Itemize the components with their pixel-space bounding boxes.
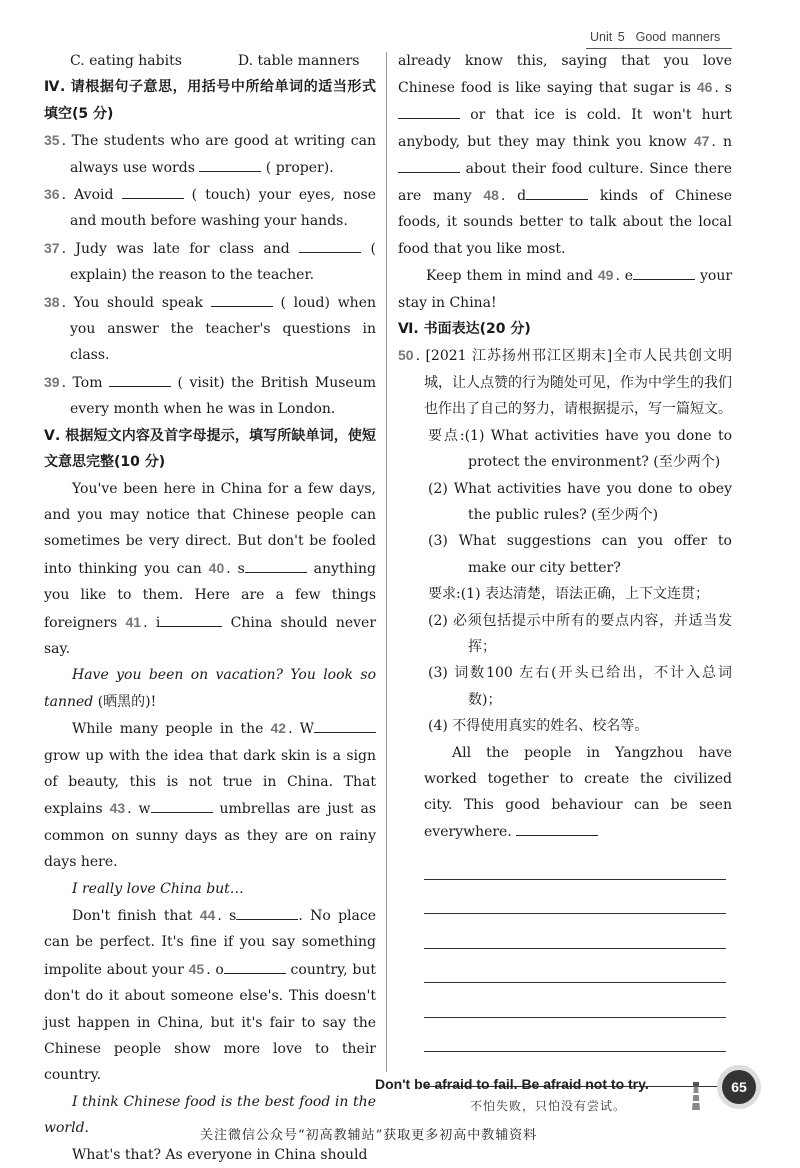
passage-subheading-2: I really love China but… [72, 880, 244, 897]
option-c: C. eating habits [70, 53, 182, 69]
unit-number: Unit 5 [590, 30, 625, 44]
question-35: 35 . The students who are good at writing can always use words ( proper). [44, 132, 376, 176]
question-36: 36 . Avoid ( touch) your eyes, nose and mouth before washing your hands. [44, 181, 376, 235]
passage-paragraph-2: While many people in the 42 . W grow up with the idea that dark skin is a sign of beauty, this is not true in China. That explains 43 . w umbrellas are just as common on sunny days as they are on rainy days here. [44, 715, 376, 875]
requirement-1: 要求:(1) 表达清楚，语法正确，上下文连贯； [428, 586, 709, 603]
passage-paragraph-6: Keep them in mind and 49 . e your stay in China! [398, 262, 732, 316]
passage-paragraph-3: Don't finish that 44 . s . No place can be perfect. It's fine if you say something impolite about your 45 . o country, but don't do it about someone else's. This doesn't just happen in China, but it's fair to say the Chinese people show more love to their country. [44, 902, 376, 1089]
question-50-prompt: 50 . [2021 江苏扬州邗江区期末]全市人民共创文明城，让人点赞的行为随处可见，作为中学生的我们也作出了自己的努力，请根据提示，写一篇短文。 [398, 347, 732, 418]
requirement-4: (4) 不得使用真实的姓名、校名等。 [428, 718, 649, 735]
question-39: 39 . Tom ( visit) the British Museum every month when he was in London. [44, 369, 376, 423]
answer-blank[interactable] [633, 263, 695, 280]
section-4-title: Ⅳ. 请根据句子意思，用括号中所给单词的适当形式填空(5 分) [44, 79, 376, 122]
answer-blank[interactable] [526, 183, 588, 200]
answer-blank[interactable] [299, 236, 361, 253]
passage-subheading-3: I think Chinese food is the best food in the world. [44, 1093, 376, 1137]
page-number: 65 [722, 1070, 756, 1104]
writing-line[interactable] [424, 879, 726, 880]
passage-paragraph-1: You've been here in China for a few days, and you may notice that Chinese people can sometimes be very direct. But don't be fooled into thinking you can 40 . s anything you like to them. Here are a few things foreigners 41 . i China should never say. [44, 480, 377, 657]
motto-chinese: 不怕失败，只怕没有尝试。 [470, 1099, 627, 1113]
writing-lines[interactable] [398, 879, 732, 1087]
essay-blank[interactable] [516, 819, 598, 836]
question-38: 38 . You should speak ( loud) when you answer the teacher's questions in class. [44, 289, 376, 369]
right-column [398, 48, 732, 1087]
question-37: 37 . Judy was late for class and ( explain) the reason to the teacher. [44, 235, 376, 289]
left-column [44, 48, 376, 1168]
answer-blank[interactable] [122, 182, 184, 199]
section-5-title: Ⅴ. 根据短文内容及首字母提示，填写所缺单词，使短文意思完整(10 分) [44, 427, 376, 471]
passage-paragraph-4: What's that? As everyone in China should [72, 1146, 368, 1163]
unit-title: Good manners [635, 30, 721, 44]
answer-blank[interactable] [236, 903, 298, 920]
requirements [398, 581, 732, 739]
key-point-1: 要点:(1) What activities have you done to protect the environment? (至少两个) [428, 427, 733, 471]
lighthouse-icon [676, 1074, 716, 1114]
option-d: D. table manners [237, 53, 360, 69]
motto-english: Don't be afraid to fail. Be afraid not to try. [375, 1076, 649, 1092]
answer-blank[interactable] [398, 102, 460, 119]
passage-paragraph-5: already know this, saying that you love Chinese food is like saying that sugar is 46 . s or that ice is cold. It won't hurt anybody, but they may think you know 47 . n about their food culture. Since there are many 48 . d kinds of Chinese foods, it sounds better to talk about the local food that you like most. [398, 53, 733, 257]
section-6-title: Ⅵ. 书面表达(20 分) [398, 321, 531, 338]
answer-blank[interactable] [109, 370, 171, 387]
unit-header [590, 30, 740, 44]
answer-blank[interactable] [211, 290, 273, 307]
key-points [398, 423, 732, 581]
essay-start: All the people in Yangzhou have worked together to create the civilized city. This good behaviour can be seen everywhere. [424, 744, 732, 840]
key-point-2: (2) What activities have you done to obey the public rules? (至少两个) [428, 480, 732, 523]
key-point-3: (3) What suggestions can you offer to make our city better? [428, 533, 732, 576]
answer-blank[interactable] [199, 155, 261, 172]
column-divider [386, 52, 387, 1072]
writing-line[interactable] [424, 913, 726, 914]
requirement-2: (2) 必须包括提示中所有的要点内容，并适当发挥； [428, 612, 732, 655]
writing-line[interactable] [424, 982, 726, 983]
requirement-3: (3) 词数100 左右(开头已给出，不计入总词数)； [428, 665, 732, 708]
answer-blank[interactable] [398, 156, 460, 173]
writing-line[interactable] [424, 1017, 726, 1018]
answer-blank[interactable] [151, 796, 213, 813]
writing-line[interactable] [424, 1051, 726, 1052]
passage-subheading-1: Have you been on vacation? You look so tanned (晒黑的)! [44, 667, 376, 710]
writing-line[interactable] [424, 948, 726, 949]
answer-options [44, 48, 376, 74]
answer-blank[interactable] [160, 610, 222, 627]
answer-blank[interactable] [314, 716, 376, 733]
promo-note: 关注微信公众号“初高教辅站”获取更多初高中教辅资料 [200, 1128, 538, 1143]
answer-blank[interactable] [245, 556, 307, 573]
answer-blank[interactable] [224, 957, 286, 974]
